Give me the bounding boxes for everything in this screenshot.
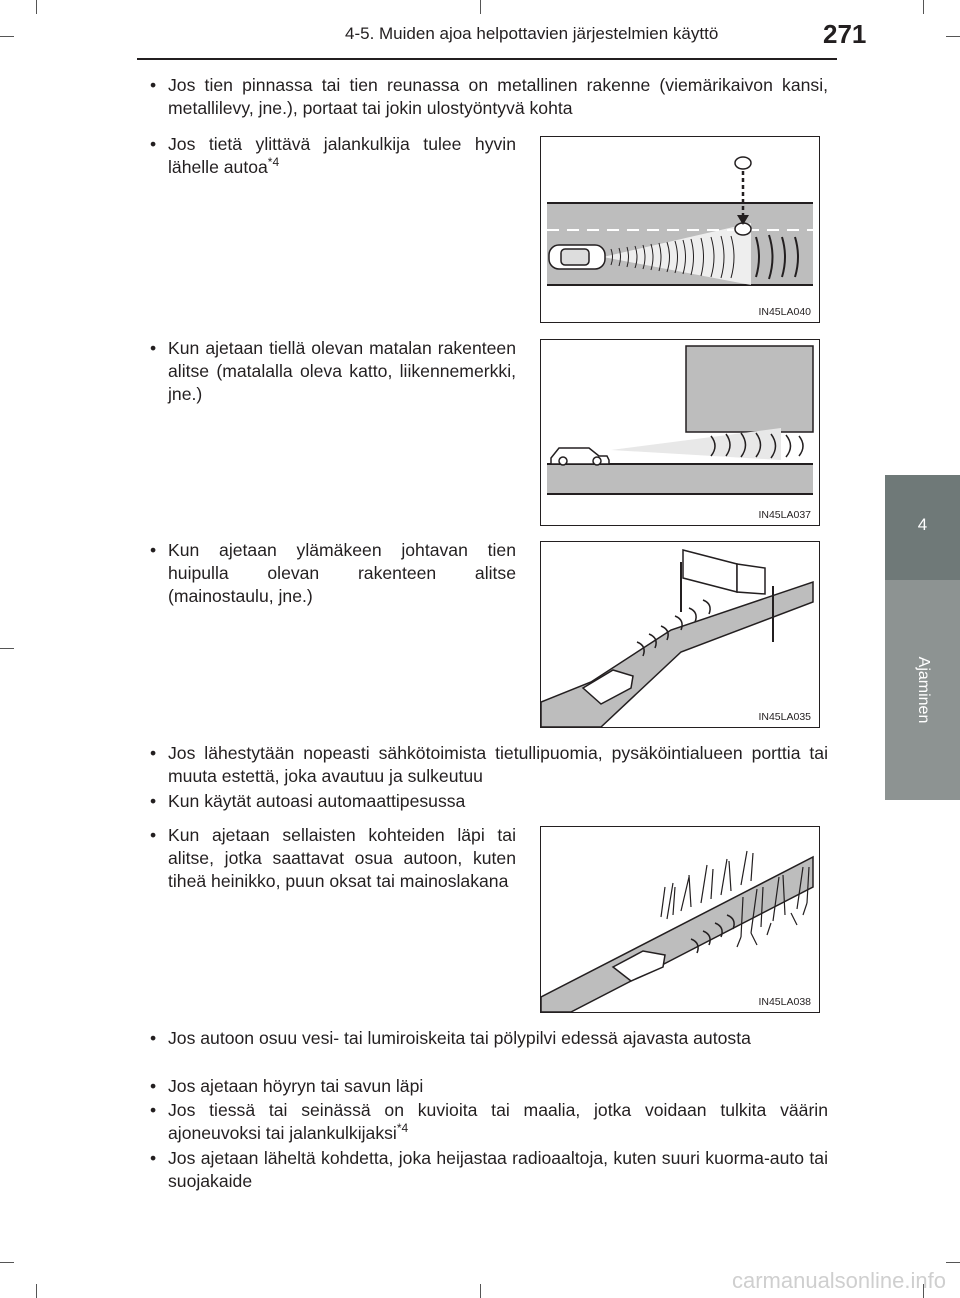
car-icon [549, 245, 605, 269]
bullet-text: Kun ajetaan ylämäkeen johtavan tien huipulla olevan rakenteen alitse (mainostaulu, jne.) [168, 540, 516, 606]
bullet-text: Kun ajetaan sellaisten kohteiden läpi tai alitse, jotka saattavat osua autoon, kuten tiheä heinikko, puun oksat tai mainoslakana [168, 825, 516, 891]
bullet-text: Jos tien pinnassa tai tien reunassa on metallinen rakenne (viemärikaivon kansi, metallilevy, jne.), portaat tai jokin ulostyöntyvä kohta [168, 75, 828, 118]
bullet-item [150, 133, 516, 179]
page-number: 271 [823, 19, 867, 49]
section-title: 4-5. Muiden ajoa helpottavien järjestelmien käyttö [345, 24, 719, 43]
header-divider [137, 58, 837, 60]
illustration-uphill [541, 542, 819, 727]
bullet-item [150, 337, 516, 406]
crop-mark [0, 648, 14, 649]
bullet-item [150, 790, 828, 813]
bullet-item [150, 1147, 828, 1193]
bullet-text: Jos autoon osuu vesi- tai lumiroiskeita tai pölypilvi edessä ajavasta autosta [168, 1028, 751, 1048]
illustration-grass [541, 827, 819, 1012]
figure-low-structure [540, 339, 820, 526]
crop-mark [480, 0, 481, 14]
figure-code: IN45LA038 [758, 996, 811, 1008]
crop-mark [946, 1262, 960, 1263]
bullet-item [150, 1075, 828, 1098]
bullet-item [150, 824, 516, 893]
figure-grass-branches [540, 826, 820, 1013]
illustration-pedestrian [541, 137, 819, 322]
bullet-item [150, 539, 516, 608]
crop-mark [0, 36, 14, 37]
figure-code: IN45LA035 [758, 711, 811, 723]
watermark: carmanualsonline.info [731, 1268, 946, 1293]
figure-pedestrian-crossing [540, 136, 820, 323]
bullet-text: Kun käytät autoasi automaattipesussa [168, 791, 466, 811]
chapter-number: 4 [917, 515, 928, 534]
bullet-item [150, 1099, 828, 1145]
crop-mark [923, 0, 924, 14]
crop-mark [480, 1284, 481, 1298]
chapter-tab [885, 475, 960, 580]
footnote-mark: *4 [396, 1121, 409, 1136]
figure-code: IN45LA037 [758, 509, 811, 521]
figure-uphill-billboard [540, 541, 820, 728]
bullet-text: Kun ajetaan tiellä olevan matalan rakenteen alitse (matalalla oleva katto, liikennemerkki, jne.) [168, 338, 516, 404]
bullet-text: Jos ajetaan läheltä kohdetta, joka heijastaa radioaaltoja, kuten suuri kuorma-auto tai suojakaide [168, 1148, 828, 1191]
bullet-text: Jos lähestytään nopeasti sähkötoimista tietullipuomia, pysäköintialueen porttia tai muuta estettä, joka avautuu ja sulkeutuu [168, 743, 828, 786]
chapter-label-tab [885, 580, 960, 800]
bullet-item [150, 742, 828, 788]
bullet-text: Jos tietä ylittävä jalankulkija tulee hyvin lähelle autoa [168, 134, 516, 177]
car-icon [551, 448, 609, 465]
bullet-text: Jos ajetaan höyryn tai savun läpi [168, 1076, 424, 1096]
crop-mark [946, 36, 960, 37]
bullet-text: Jos tiessä tai seinässä on kuvioita tai maalia, jotka voidaan tulkita väärin ajoneuvoksi tai jalankulkijaksi [168, 1100, 828, 1143]
crop-mark [36, 0, 37, 14]
illustration-low-structure [541, 340, 819, 525]
figure-code: IN45LA040 [758, 306, 811, 318]
bullet-item [150, 74, 828, 120]
chapter-label: Ajaminen [914, 656, 932, 724]
crop-mark [36, 1284, 37, 1298]
crop-mark [0, 1262, 14, 1263]
bullet-item [150, 1027, 828, 1050]
footnote-mark: *4 [267, 155, 280, 170]
